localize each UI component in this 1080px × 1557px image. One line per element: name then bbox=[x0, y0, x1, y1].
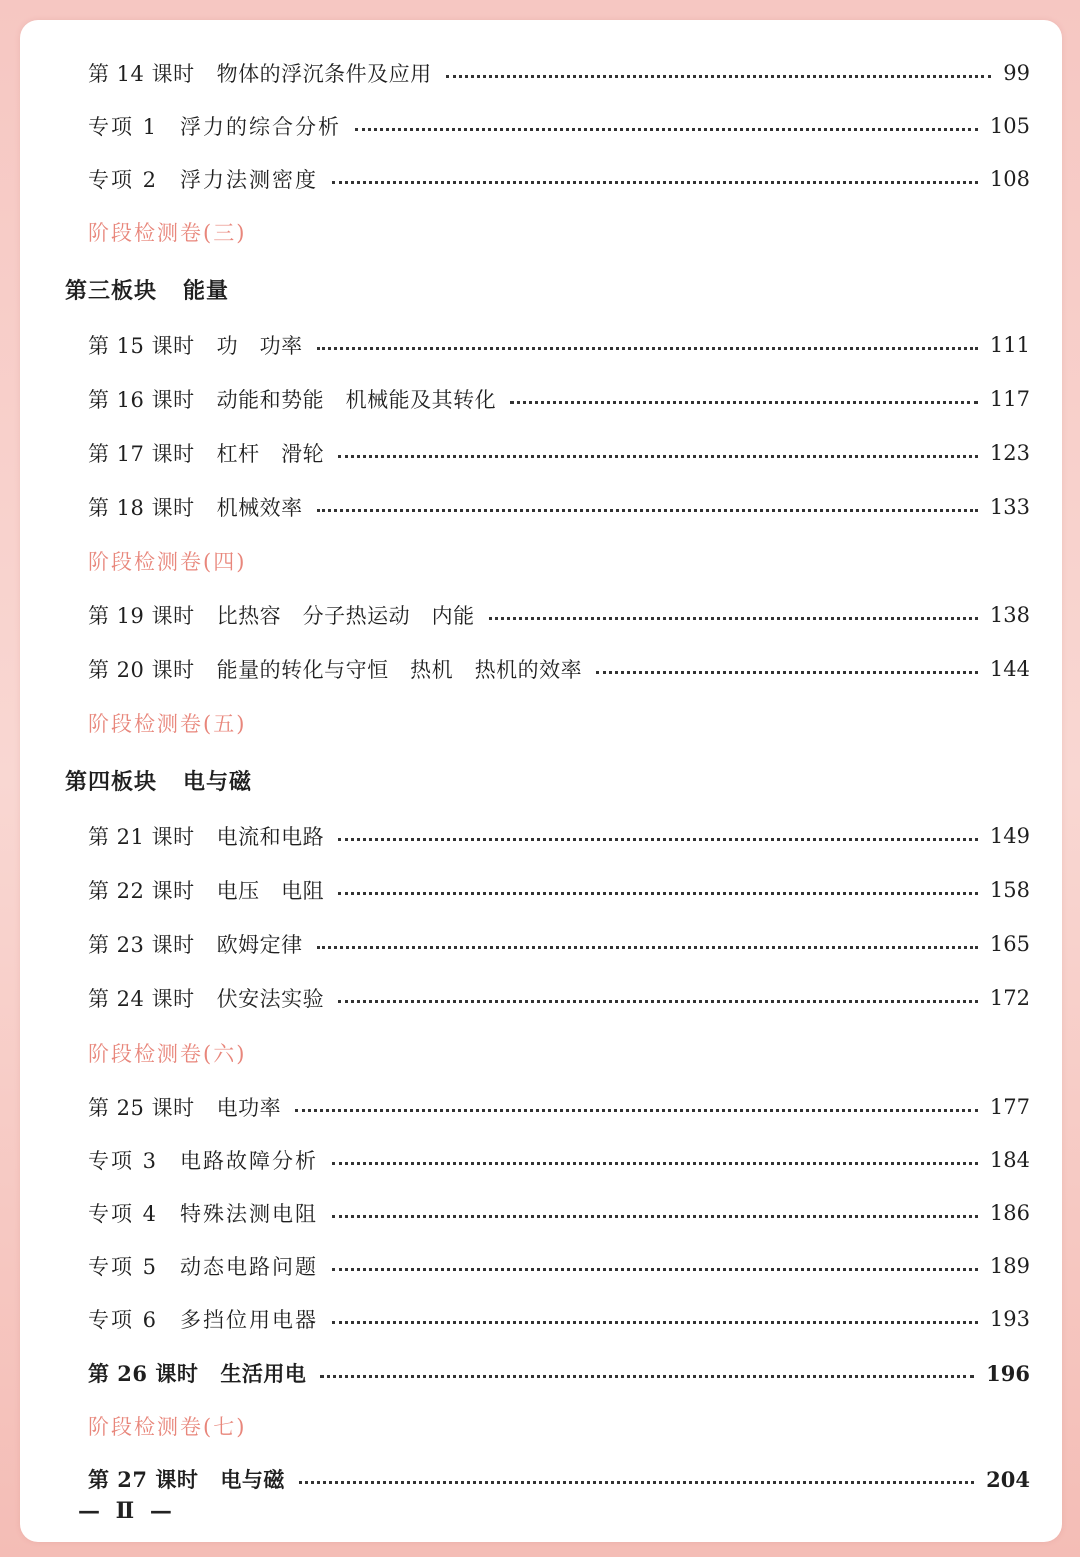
entry-title: 比热容 分子热运动 内能 bbox=[216, 604, 475, 628]
entry-number: 专项 1 bbox=[88, 115, 159, 139]
entry-number: 第 16 课时 bbox=[88, 388, 195, 412]
section-title: 能量 bbox=[183, 278, 230, 304]
entry-number: 第 21 课时 bbox=[88, 825, 195, 849]
stage-test-5[interactable] bbox=[20, 703, 1080, 743]
entry-label bbox=[88, 1358, 306, 1388]
entry-label bbox=[88, 1464, 285, 1494]
toc-entry-special-2[interactable] bbox=[20, 159, 1062, 199]
entry-title: 生活用电 bbox=[220, 1361, 307, 1386]
entry-title: 功 功率 bbox=[216, 334, 303, 358]
entry-label bbox=[88, 929, 303, 959]
entry-title: 动能和势能 机械能及其转化 bbox=[216, 388, 497, 412]
entry-label bbox=[88, 1145, 318, 1175]
stage-test-4[interactable] bbox=[20, 541, 1080, 581]
toc-entry-lesson-22[interactable] bbox=[20, 870, 1062, 910]
toc-entry-special-1[interactable] bbox=[20, 106, 1062, 146]
entry-label bbox=[88, 438, 324, 468]
dot-leader bbox=[338, 1000, 978, 1003]
toc-entry-lesson-17[interactable] bbox=[20, 433, 1062, 473]
entry-title: 欧姆定律 bbox=[216, 933, 303, 957]
entry-number: 第 17 课时 bbox=[88, 442, 195, 466]
toc-entry-lesson-24[interactable] bbox=[20, 978, 1062, 1018]
entry-number: 专项 3 bbox=[88, 1149, 159, 1173]
toc-entry-special-4[interactable] bbox=[20, 1193, 1062, 1233]
toc-entry-lesson-14[interactable] bbox=[20, 53, 1062, 93]
entry-title: 物体的浮沉条件及应用 bbox=[216, 62, 432, 86]
dot-leader bbox=[299, 1481, 974, 1484]
entry-title: 浮力法测密度 bbox=[180, 168, 319, 192]
dot-leader bbox=[489, 617, 978, 620]
dot-leader bbox=[510, 401, 978, 404]
entry-title: 电压 电阻 bbox=[216, 879, 325, 903]
entry-label bbox=[88, 821, 324, 851]
entry-page-number: 196 bbox=[986, 1360, 1030, 1386]
dot-leader bbox=[317, 946, 978, 949]
entry-page-number: 133 bbox=[989, 495, 1030, 519]
entry-page-number: 189 bbox=[989, 1254, 1030, 1278]
entry-title: 电流和电路 bbox=[216, 825, 325, 849]
entry-number: 专项 4 bbox=[88, 1202, 159, 1226]
entry-label bbox=[88, 654, 582, 684]
stage-test-3[interactable] bbox=[20, 212, 1080, 252]
section-number: 第三板块 bbox=[65, 278, 158, 304]
dot-leader bbox=[317, 509, 978, 512]
entry-page-number: 172 bbox=[989, 986, 1030, 1010]
entry-page-number: 193 bbox=[989, 1307, 1030, 1331]
entry-title: 浮力的综合分析 bbox=[180, 115, 342, 139]
toc-entry-lesson-15[interactable] bbox=[20, 325, 1062, 365]
entry-title: 多挡位用电器 bbox=[180, 1308, 319, 1332]
entry-page-number: 186 bbox=[989, 1201, 1030, 1225]
section-title: 电与磁 bbox=[183, 769, 253, 795]
entry-label bbox=[88, 492, 303, 522]
toc-entry-lesson-18[interactable] bbox=[20, 487, 1062, 527]
dot-leader bbox=[355, 128, 978, 131]
entry-label bbox=[88, 58, 432, 88]
toc-entry-lesson-16[interactable] bbox=[20, 379, 1062, 419]
section-heading-electricity-magnetism bbox=[20, 760, 1080, 800]
entry-label bbox=[88, 330, 303, 360]
entry-page-number: 149 bbox=[989, 824, 1030, 848]
entry-title: 电功率 bbox=[216, 1096, 282, 1120]
entry-page-number: 144 bbox=[989, 657, 1030, 681]
entry-page-number: 108 bbox=[989, 167, 1030, 191]
dot-leader bbox=[338, 455, 978, 458]
dot-leader bbox=[332, 181, 978, 184]
entry-title: 电路故障分析 bbox=[180, 1149, 319, 1173]
section-heading-energy bbox=[20, 269, 1080, 309]
entry-page-number: 117 bbox=[989, 387, 1030, 411]
entry-number: 第 15 课时 bbox=[88, 334, 195, 358]
entry-page-number: 184 bbox=[989, 1148, 1030, 1172]
entry-title: 伏安法实验 bbox=[216, 987, 325, 1011]
entry-page-number: 158 bbox=[989, 878, 1030, 902]
entry-title: 特殊法测电阻 bbox=[180, 1202, 319, 1226]
toc-entry-special-5[interactable] bbox=[20, 1246, 1062, 1286]
entry-number: 第 25 课时 bbox=[88, 1096, 195, 1120]
entry-title: 动态电路问题 bbox=[180, 1255, 319, 1279]
entry-title: 机械效率 bbox=[216, 496, 303, 520]
dot-leader bbox=[317, 347, 978, 350]
dot-leader bbox=[332, 1268, 978, 1271]
entry-number: 专项 5 bbox=[88, 1255, 159, 1279]
entry-number: 第 14 课时 bbox=[88, 62, 195, 86]
dot-leader bbox=[332, 1162, 978, 1165]
dot-leader bbox=[338, 892, 978, 895]
entry-page-number: 123 bbox=[989, 441, 1030, 465]
toc-entry-lesson-19[interactable] bbox=[20, 595, 1062, 635]
entry-number: 第 19 课时 bbox=[88, 604, 195, 628]
stage-test-7[interactable] bbox=[20, 1406, 1080, 1446]
dot-leader bbox=[596, 671, 978, 674]
entry-label bbox=[88, 1198, 318, 1228]
entry-number: 第 27 课时 bbox=[88, 1467, 199, 1492]
toc-page bbox=[20, 20, 1062, 1542]
entry-page-number: 165 bbox=[989, 932, 1030, 956]
entry-number: 第 20 课时 bbox=[88, 658, 195, 682]
entry-label bbox=[88, 1304, 318, 1334]
entry-page-number: 99 bbox=[1003, 61, 1030, 85]
dot-leader bbox=[295, 1109, 978, 1112]
stage-test-label: 阶段检测卷(四) bbox=[88, 550, 247, 574]
stage-test-label: 阶段检测卷(三) bbox=[88, 221, 247, 245]
dot-leader bbox=[338, 838, 978, 841]
section-number: 第四板块 bbox=[65, 769, 158, 795]
entry-label bbox=[88, 1251, 318, 1281]
entry-title: 电与磁 bbox=[220, 1467, 285, 1492]
dot-leader bbox=[332, 1321, 978, 1324]
entry-number: 第 22 课时 bbox=[88, 879, 195, 903]
stage-test-label: 阶段检测卷(七) bbox=[88, 1415, 247, 1439]
entry-label bbox=[88, 111, 341, 141]
stage-test-label: 阶段检测卷(六) bbox=[88, 1042, 247, 1066]
entry-title: 能量的转化与守恒 热机 热机的效率 bbox=[216, 658, 583, 682]
entry-page-number: 111 bbox=[989, 333, 1030, 357]
entry-label bbox=[88, 164, 318, 194]
entry-number: 第 23 课时 bbox=[88, 933, 195, 957]
toc-entry-lesson-21[interactable] bbox=[20, 816, 1062, 856]
toc-entry-special-3[interactable] bbox=[20, 1140, 1062, 1180]
toc-entry-lesson-23[interactable] bbox=[20, 924, 1062, 964]
entry-number: 专项 2 bbox=[88, 168, 159, 192]
toc-entry-special-6[interactable] bbox=[20, 1299, 1062, 1339]
dot-leader bbox=[446, 75, 992, 78]
entry-label bbox=[88, 1092, 281, 1122]
entry-label bbox=[88, 600, 475, 630]
entry-label bbox=[88, 875, 324, 905]
toc-entry-lesson-25[interactable] bbox=[20, 1087, 1062, 1127]
entry-page-number: 138 bbox=[989, 603, 1030, 627]
entry-number: 第 24 课时 bbox=[88, 987, 195, 1011]
entry-page-number: 177 bbox=[989, 1095, 1030, 1119]
page-footer-number: — Ⅱ — bbox=[78, 1498, 176, 1524]
entry-number: 专项 6 bbox=[88, 1308, 159, 1332]
entry-number: 第 18 课时 bbox=[88, 496, 195, 520]
entry-label bbox=[88, 384, 496, 414]
entry-page-number: 105 bbox=[989, 114, 1030, 138]
entry-number: 第 26 课时 bbox=[88, 1361, 199, 1386]
entry-label bbox=[88, 983, 324, 1013]
stage-test-label: 阶段检测卷(五) bbox=[88, 712, 247, 736]
toc-entry-lesson-26[interactable] bbox=[20, 1353, 1062, 1393]
dot-leader bbox=[320, 1375, 974, 1378]
entry-title: 杠杆 滑轮 bbox=[216, 442, 325, 466]
entry-page-number: 204 bbox=[986, 1466, 1030, 1492]
stage-test-6[interactable] bbox=[20, 1033, 1080, 1073]
toc-entry-lesson-20[interactable] bbox=[20, 649, 1062, 689]
toc-entry-lesson-27[interactable] bbox=[20, 1459, 1062, 1499]
dot-leader bbox=[332, 1215, 978, 1218]
